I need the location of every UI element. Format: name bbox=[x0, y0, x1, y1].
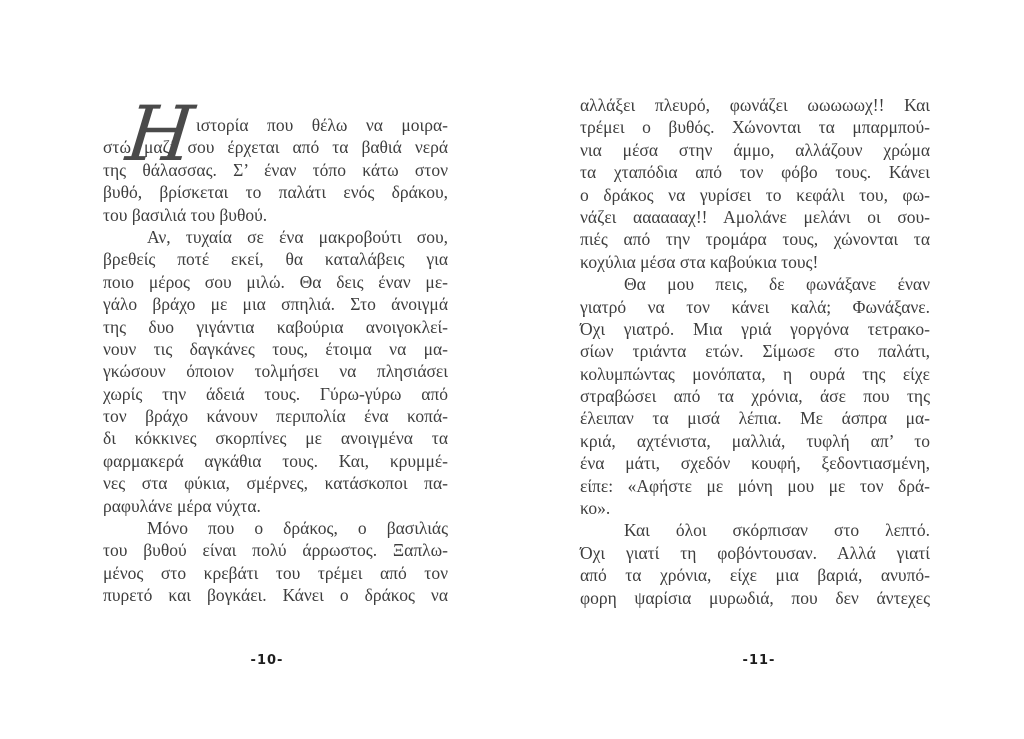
text-line: ο δράκος να γυρίσει το κεφάλι του, φω- bbox=[580, 184, 930, 205]
text-line: Όχι γιατρό. Μια γριά γοργόνα τετρακο- bbox=[580, 318, 930, 339]
text-line: τρέμει ο βυθός. Χώνονται τα μπαρμπού- bbox=[580, 117, 930, 138]
text-line: Όχι γιατί τη φοβόντουσαν. Αλλά γιατί bbox=[580, 542, 930, 563]
text-line: Αν, τυχαία σε ένα μακροβούτι σου, bbox=[147, 226, 448, 247]
text-line: της θάλασσας. Σ’ έναν τόπο κάτω στον bbox=[103, 159, 448, 180]
text-line: δι κόκκινες σκορπίνες με ανοιγμένα τα bbox=[103, 428, 448, 449]
text-line: γκώσουν όποιον τολμήσει να πλησιάσει bbox=[103, 361, 448, 382]
text-line: στραβώσει από τα χρόνια, άσε που της bbox=[580, 386, 930, 407]
text-line: πιές από την τρομάρα τους, χώνονται τα bbox=[580, 229, 930, 250]
text-line: βρεθείς ποτέ εκεί, θα καταλάβεις για bbox=[103, 249, 448, 270]
left-page-text bbox=[103, 114, 448, 607]
drop-cap-letter: Η bbox=[122, 89, 199, 178]
text-line: αλλάξει πλευρό, φωνάζει ωωωωωχ!! Και bbox=[580, 95, 930, 115]
text-line: φαρμακερά αγκάθια τους. Και, κρυμμέ- bbox=[103, 450, 448, 471]
text-line: πυρετό και βογκάει. Κάνει ο δράκος να bbox=[103, 585, 448, 606]
text-line: ιστορία που θέλω να μοιρα- bbox=[196, 115, 448, 135]
text-line: Μόνο που ο δράκος, ο βασιλιάς bbox=[147, 518, 448, 539]
text-line: νια μέσα στην άμμο, αλλάζουν χρώμα bbox=[580, 139, 930, 160]
right-page bbox=[580, 94, 930, 609]
text-line: χωρίς την άδειά τους. Γύρω-γύρω από bbox=[103, 383, 448, 404]
text-line: Θα μου πεις, δε φωνάξανε έναν bbox=[624, 274, 930, 295]
text-line: μένος στο κρεβάτι του τρέμει από τον bbox=[103, 562, 448, 583]
right-page-number: -11- bbox=[742, 653, 776, 668]
text-line: της δυο γιγάντια καβούρια ανοιγοκλεί- bbox=[103, 316, 448, 337]
text-line: γιατρό να τον κάνει καλά; Φωνάξανε. bbox=[580, 296, 930, 317]
text-line: τα χταπόδια από τον φόβο τους. Κάνει bbox=[580, 162, 930, 183]
text-line: κριά, αχτένιστα, μαλλιά, τυφλή απ’ το bbox=[580, 430, 930, 451]
text-line: νάζει ααααααχ!! Αμολάνε μελάνι οι σου- bbox=[580, 206, 930, 227]
text-line: Και όλοι σκόρπισαν στο λεπτό. bbox=[624, 520, 930, 541]
text-line: ένα μάτι, σχεδόν κουφή, ξεδοντιασμένη, bbox=[580, 453, 930, 474]
text-line: του βυθού είναι πολύ άρρωστος. Ξαπλω- bbox=[103, 540, 448, 561]
text-line: κο». bbox=[580, 498, 611, 519]
text-line: ποιο μέρος σου μιλώ. Θα δεις έναν με- bbox=[103, 271, 448, 292]
text-line: φορη ψαρίσια μυρωδιά, που δεν άντεχες bbox=[580, 587, 930, 608]
text-line: νουν τις δαγκάνες τους, έτοιμα να μα- bbox=[103, 338, 448, 359]
text-line: βυθό, βρίσκεται το παλάτι ενός δράκου, bbox=[103, 182, 448, 203]
text-line: νες στα φύκια, σμέρνες, κατάσκοποι πα- bbox=[103, 473, 448, 494]
text-line: κοχύλια μέσα στα καβούκια τους! bbox=[580, 251, 819, 272]
left-page-number: -10- bbox=[250, 653, 284, 668]
text-line: σίων τριάντα ετών. Σίμωσε στο παλάτι, bbox=[580, 341, 930, 362]
text-line: στώ μαζί σου έρχεται από τα βαθιά νερά bbox=[103, 137, 448, 158]
text-line: του βασιλιά του βυθού. bbox=[103, 204, 268, 225]
text-line: τον βράχο κάνουν περιπολία ένα κοπά- bbox=[103, 406, 448, 427]
text-line: κολυμπώντας μονόπατα, η ουρά της είχε bbox=[580, 363, 930, 384]
left-page bbox=[103, 89, 448, 607]
text-line: από τα χρόνια, είχε μια βαριά, ανυπό- bbox=[580, 565, 930, 586]
text-line: ραφυλάνε μέρα νύχτα. bbox=[103, 495, 261, 516]
text-line: γάλο βράχο με μια σπηλιά. Στο άνοιγμά bbox=[103, 294, 448, 315]
text-line: είπε: «Αφήστε με μόνη μου με τον δρά- bbox=[580, 475, 930, 496]
text-line: έλειπαν τα μισά λέπια. Με άσπρα μα- bbox=[580, 408, 930, 429]
right-page-text bbox=[580, 94, 930, 609]
